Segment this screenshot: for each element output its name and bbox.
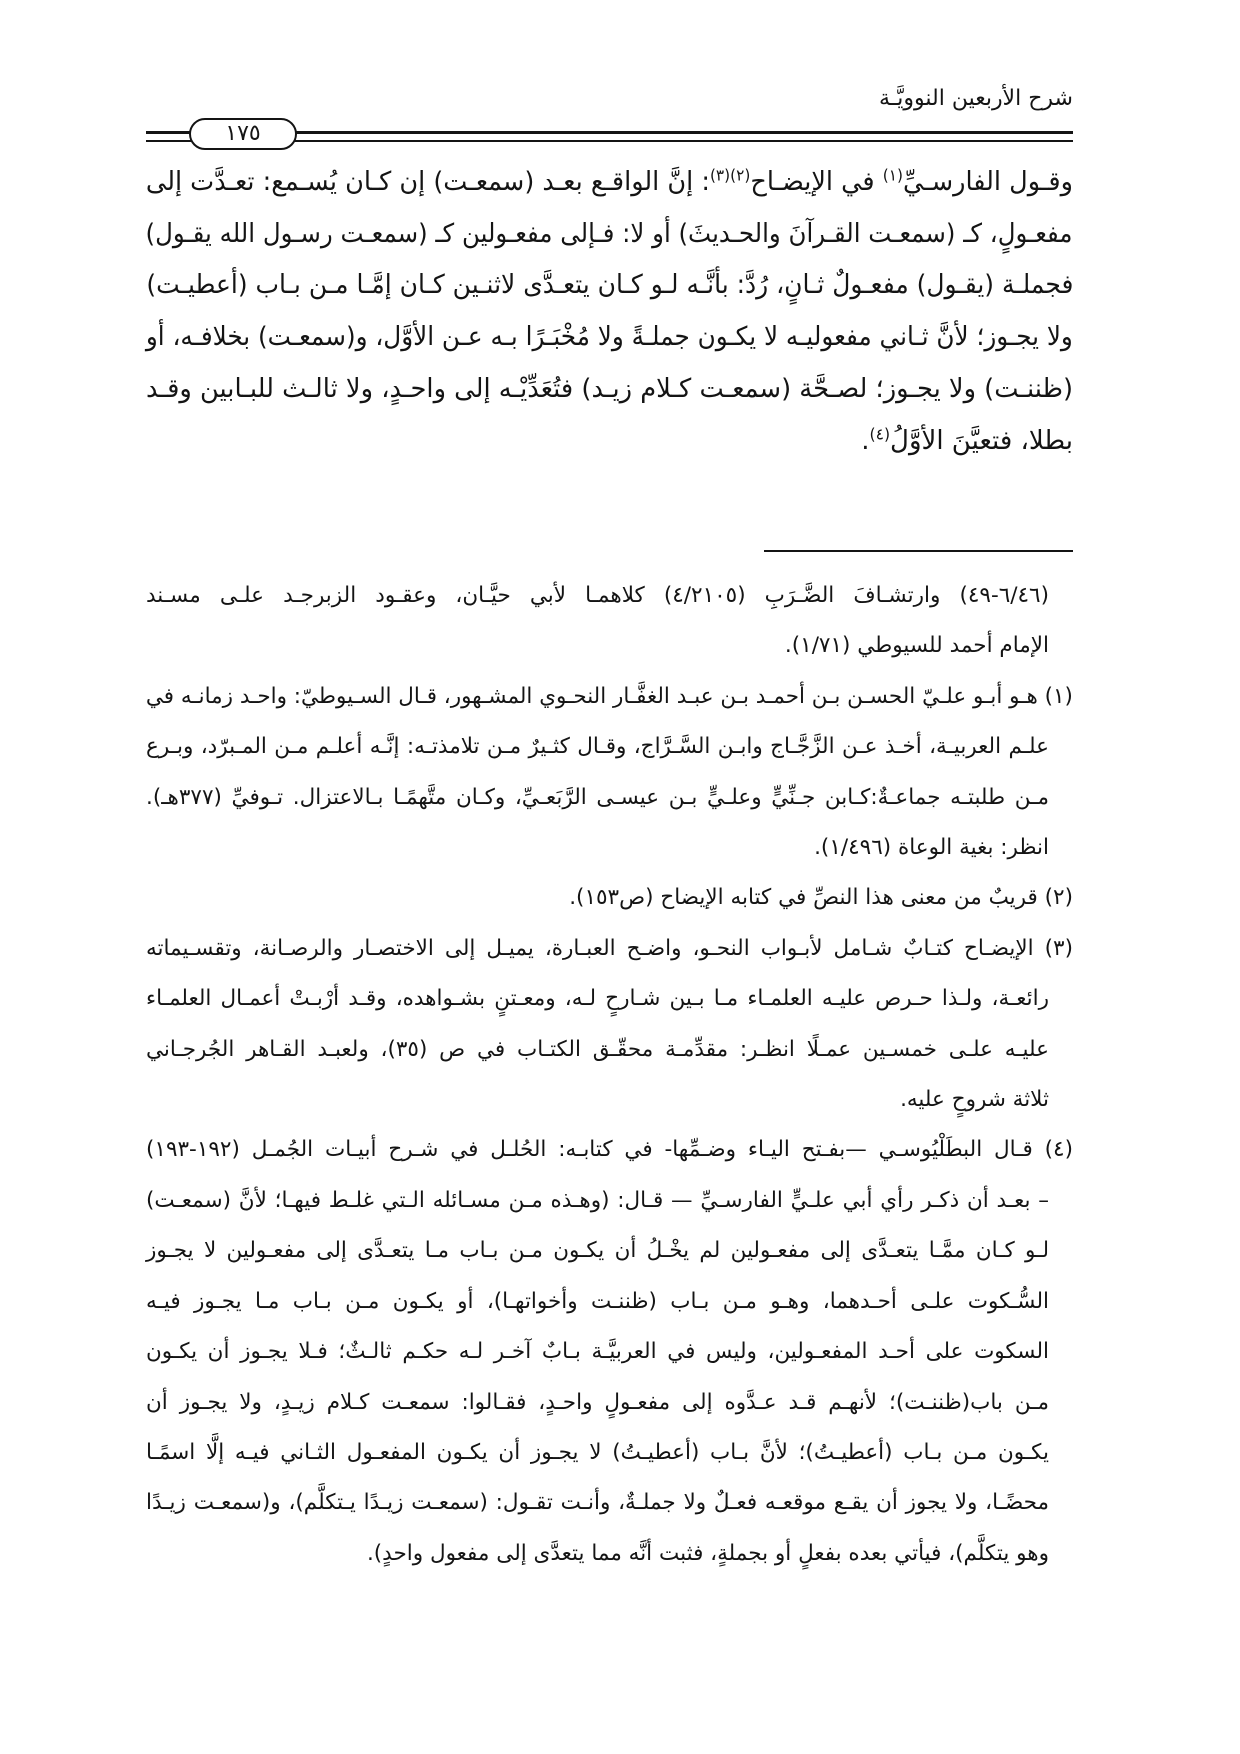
line-content: مـن طلبتـه جماعـةٌ:كـابن جـنِّيٍّ وعلـيٍّ بـن عيسـى الرَّبَعـيِّ، وكـان متَّهمًـا بـالاعتزال. تـوفيِّ (٣٧٧هـ). [146,784,1049,810]
footnote-reference: (١) [882,166,904,185]
line-content: فجملـة (يقـول) مفعـولٌ ثـانٍ، رُدَّ: بأنَّـه لـو كـان يتعـدَّى لاثنـين كـان إمَّـا مـن بـاب (أعطيـت) [146,270,1073,301]
footnotes [146,571,1073,1579]
footnote-marker: (٢) [1044,885,1073,911]
line-content: رائعـة، ولـذا حـرص عليـه العلمـاء مـا بـين شـارحٍ لـه، ومعـتنٍ بشـواهده، وقـد أرْبـتْ أعمـال العلمـاء [146,986,1049,1012]
line-content: انظر: بغية الوعاة (١/٤٩٦). [814,835,1049,861]
text-run: : إنَّ الواقـع بعـد (سمعـت) إن كـان يُسـمع: تعـدَّت إلى [146,167,711,197]
line-content [146,1125,1073,1175]
line-content [861,416,1073,468]
main-text-line [146,260,1073,312]
footnote-reference: (٤) [869,425,891,444]
footnote-line [146,1277,1049,1327]
footnote-marker: (٤) [1044,1137,1073,1163]
text-run: هـو أبـو علـيّ الحسـن بـن أحمـد بـن عبـد الغفَّـار النحـوي المشـهور، قـال السـيوطيّ: واحـد زمانـه في [146,683,1038,709]
footnote-line [146,1176,1049,1226]
line-content: السُّـكوت علـى أحـدهما، وهـو مـن بـاب (ظننـت وأخواتهـا)، أو يكـون مـن بـاب مـا يجـوز فيـه [146,1288,1049,1314]
text-run: وقـول الفارسـيِّ [903,167,1073,197]
line-content: ثلاثة شروحٍ عليه. [900,1087,1049,1113]
line-content: – بعـد أن ذكـر رأي أبي علـيٍّ الفارسـيِّ — قـال: (وهـذه مـن مسـائله الـتي غلـط فيهـا؛ لأنَّ (سمعـت) [146,1187,1049,1213]
footnote-line [146,672,1073,722]
footnote-separator [764,550,1073,552]
line-content: لـو كـان ممَّـا يتعـدَّى إلى مفعـولين لم يخْـلُ أن يكـون مـن بـاب مـا يتعـدَّى إلى مفعـولين لا يجـوز [146,1238,1049,1264]
main-text-line [146,312,1073,364]
footnote-marker: (٣) [1044,935,1073,961]
line-content [569,873,1073,923]
footnote-line [146,1529,1049,1579]
footnote-line [146,1025,1049,1075]
main-text-line [146,209,1073,261]
line-content: مـن باب(ظننـت)؛ لأنهـم قـد عـدَّوه إلى مفعـولٍ واحـدٍ، فقـالوا: سمعـت كـلام زيـدٍ، ولا يجـوز أن [146,1389,1049,1415]
line-content: مفعـولٍ، كـ (سمعـت القـرآنَ والحـديثَ) أو لا: فـإلى مفعـولين كـ (سمعـت رسـول الله يقـول) [146,218,1073,249]
footnote-line [146,571,1049,621]
line-content: السكوت على أحـد المفعـولين، وليس في العربيَّـة بـابٌ آخـر لـه حكـم ثالـثٌ؛ فـلا يجـوز أن يكـون [146,1339,1049,1365]
text-run: في الإيضـاح [750,167,883,197]
footnote-line [146,1125,1073,1175]
running-header-title: شرح الأربعين النوويَّـة [879,86,1073,111]
footnote-line [146,873,1073,923]
page-number: ١٧٥ [225,121,261,146]
line-content: الإمام أحمد للسيوطي (١/٧١). [784,633,1049,659]
line-content: يكـون مـن بـاب (أعطيـتُ)؛ لأنَّ بـاب (أعطيـتُ) لا يجـوز أن يكـون المفعـول الثـاني فيـه إلَّا اسمًـا [146,1439,1049,1465]
footnote-line [146,974,1049,1024]
line-content: (٦/٤٦-٤٩) وارتشـافَ الضَّـرَبِ (٤/٢١٠٥) كلاهمـا لأبي حيَّـان، وعقـود الزبرجـد علـى مسـند [145,583,1049,608]
text-run: قـال البطَلْيُوسـي —بفـتح اليـاء وضـمِّها- في كتابـه: الحُلـل في شـرح أبيـات الجُمـل (١٩٢-١٩٣) [146,1137,1033,1163]
text-run: الإيضـاح كتـابٌ شـامل لأبـواب النحـو، واضـح العبـارة، يميـل إلى الاختصـار والرصـانة، وتقسـيماته [145,935,1034,961]
text-run: قريبٌ من معنى هذا النصِّ في كتابه الإيضاح (ص١٥٣). [569,885,1038,911]
page-number-box [189,118,297,150]
line-content [146,672,1073,722]
footnote-line [146,1075,1049,1125]
line-content: ولا يجـوز؛ لأنَّ ثـاني مفعوليـه لا يكـون جملـةً ولا مُخْبَـرًا بـه عـن الأوَّل، و(سمعـت) بخلافـه، أو [146,322,1073,353]
main-text-line [146,364,1073,416]
line-content: محضًـا، ولا يجوز أن يقـع موقعـه فعـلٌ ولا جملـةٌ، وأنـت تقـول: (سمعـت زيـدًا يـتكلَّم)، و(سمعـت زيـدًا [146,1490,1049,1516]
main-text [146,157,1073,467]
footnote-line [146,823,1049,873]
line-content: وهو يتكلَّم)، فيأتي بعده بفعلٍ أو بجملةٍ، فثبت أنَّه مما يتعدَّى إلى مفعول واحدٍ). [366,1540,1049,1566]
footnote-line [146,722,1049,772]
footnote-line [146,1478,1049,1528]
line-content: علـم العربيـة، أخـذ عـن الزَّجَّـاج وابـن السَّـرَّاج، وقـال كثـيرٌ مـن تلامذتـه: إنَّـه أعلـم مـن المـبرّد، وبـرع [146,734,1049,760]
footnote-line [146,1226,1049,1276]
line-content [146,157,1073,209]
footnote-reference: (٣) [710,166,731,185]
main-text-line [146,157,1073,209]
footnote-line [146,924,1073,974]
text-run: . [861,425,870,456]
footnote-line [146,1428,1049,1478]
footnote-line [146,1327,1049,1377]
line-content [146,924,1073,974]
line-content: عليـه علـى خمسـين عمـلًا انظـر: مقدِّمـة محقّـق الكتـاب في ص (٣٥)، ولعبـد القـاهر الجُرجـاني [145,1036,1049,1062]
main-text-line [146,416,1073,468]
footnote-reference: (٢) [730,166,751,185]
footnote-marker: (١) [1044,683,1073,709]
footnote-line [146,1378,1049,1428]
line-content: (ظننـت) ولا يجـوز؛ لصـحَّة (سمعـت كـلام زيـد) فتُعَدِّيْـه إلى واحـدٍ، ولا ثالـث للبـابين وقـد [146,373,1073,404]
footnote-line [146,773,1049,823]
footnote-line [146,621,1049,671]
text-run: بطلا، فتعيَّنَ الأوَّلُ [890,425,1073,456]
